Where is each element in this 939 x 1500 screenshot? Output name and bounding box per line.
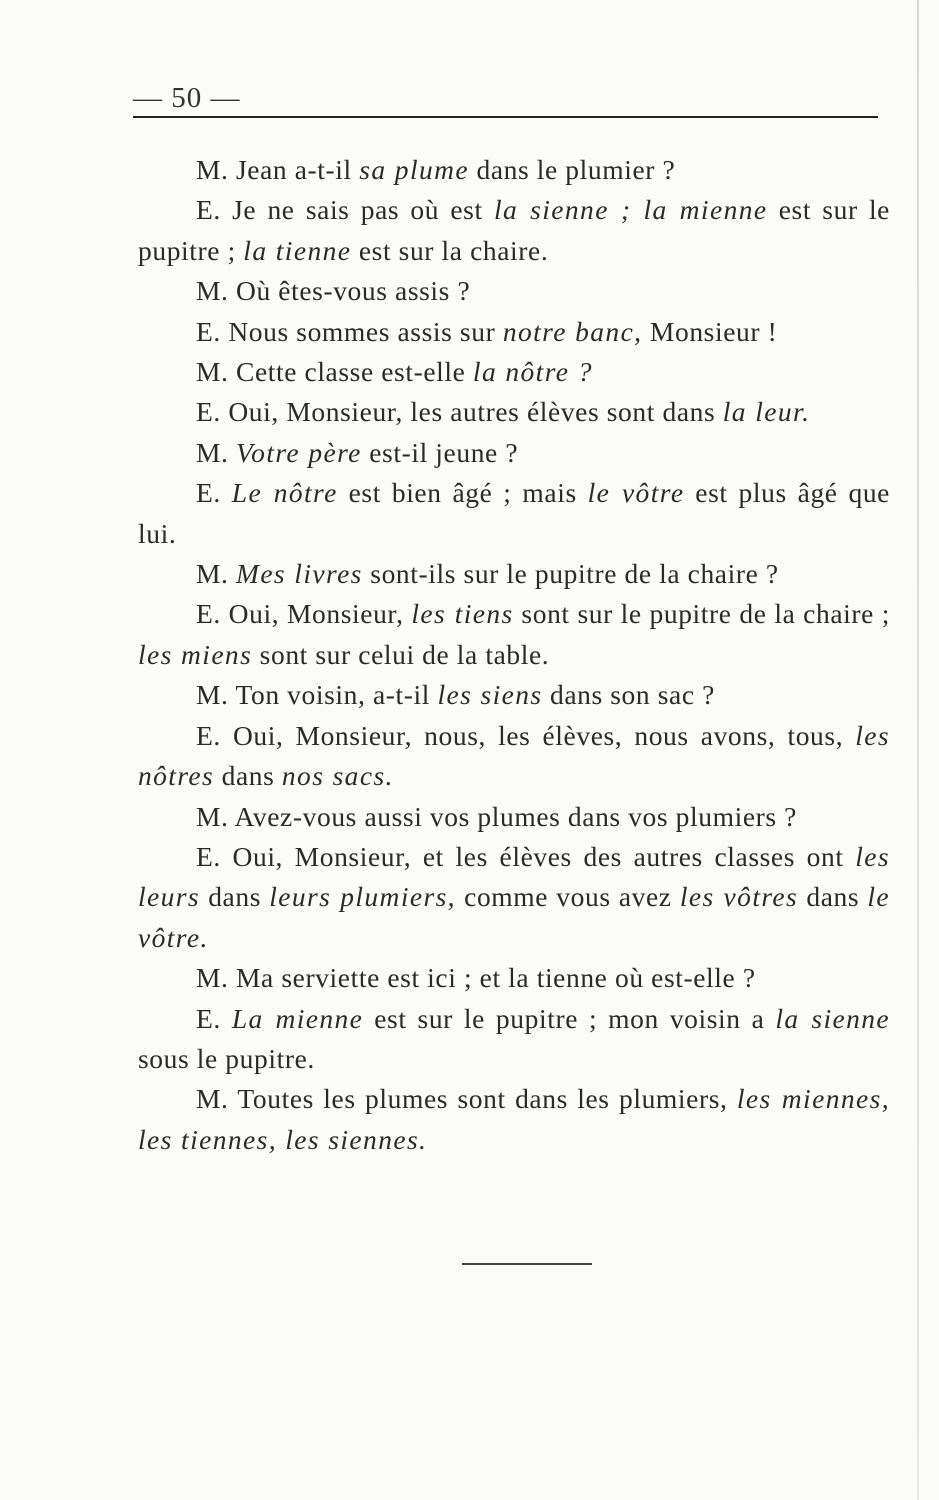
italic-segment: nos sacs. [281, 760, 394, 792]
italic-segment: la sienne [775, 1002, 890, 1034]
italic-segment: les vôtres [679, 881, 799, 913]
italic-segment: la sienne ; la mienne [493, 194, 768, 226]
text-segment: M. Cette classe est-elle [196, 356, 473, 388]
italic-segment: les miens [138, 638, 253, 670]
italic-segment: Mes livres [236, 558, 363, 590]
text-segment: M. Jean a-t-il [196, 154, 360, 185]
text-segment: M. Ton voisin, a-t-il [196, 679, 438, 711]
page-edge-shadow [917, 0, 919, 1500]
text-segment: E. Oui, Monsieur, nous, les élèves, nous avons, tous, [196, 719, 856, 751]
italic-segment: le vôtre [587, 477, 685, 509]
text-segment: M. [196, 436, 237, 468]
text-segment: E. Nous sommes assis sur [196, 315, 503, 347]
text-segment: est bien âgé ; mais [337, 477, 588, 509]
dialogue-paragraph [138, 554, 890, 594]
text-segment: sont sur celui de la table. [252, 638, 550, 670]
end-rule [462, 1263, 592, 1265]
text-segment: dans [798, 881, 868, 913]
italic-segment: sa plume [359, 154, 469, 185]
italic-segment: leurs plumiers, [269, 881, 456, 913]
dialogue-paragraph [138, 312, 890, 352]
page-number: — 50 — [133, 82, 241, 114]
dialogue-paragraph [138, 958, 890, 998]
text-segment: comme vous avez [455, 881, 680, 913]
italic-segment: notre banc, [502, 315, 643, 347]
italic-segment: Votre père [236, 436, 362, 468]
dialogue-paragraph [138, 675, 890, 715]
dialogue-paragraph [138, 837, 890, 958]
dialogue-paragraph [138, 473, 890, 554]
dialogue-paragraph [138, 716, 890, 797]
italic-segment: la leur. [722, 396, 811, 428]
dialogue-paragraph [138, 392, 890, 432]
text-segment: est-il jeune ? [361, 436, 519, 468]
text-segment: E. [196, 1002, 232, 1034]
dialogue-paragraph [138, 1079, 890, 1160]
italic-segment: le vôtre. [138, 881, 891, 953]
italic-segment: la nôtre ? [472, 356, 593, 388]
text-segment: E. Oui, Monsieur, et les élèves des autres classes ont [196, 840, 856, 872]
dialogue-paragraph [138, 271, 890, 311]
italic-segment: Le nôtre [231, 477, 338, 509]
text-segment: Monsieur ! [642, 315, 778, 347]
text-segment: est sur le pupitre ; [138, 194, 890, 266]
text-segment: M. Où êtes-vous assis ? [196, 275, 471, 307]
dialogue-text [138, 150, 890, 1160]
text-segment: E. [196, 477, 232, 509]
text-segment: est plus âgé que lui. [138, 477, 890, 549]
text-segment: M. [196, 558, 237, 590]
italic-segment: les miennes, les tiennes, les siennes. [138, 1083, 890, 1155]
text-segment: dans [200, 881, 270, 913]
text-segment: E. Je ne sais pas où est [196, 194, 494, 226]
text-segment: sont sur le pupitre de la chaire ; [513, 598, 890, 630]
text-segment: dans le plumier ? [469, 154, 676, 185]
italic-segment: la tienne [243, 234, 352, 266]
italic-segment: La mienne [231, 1002, 364, 1034]
dialogue-paragraph [138, 999, 890, 1080]
header-rule [133, 116, 878, 118]
italic-segment: les nôtres [138, 719, 890, 792]
dialogue-paragraph [138, 594, 890, 675]
italic-segment: les leurs [138, 840, 890, 913]
italic-segment: les siens [437, 679, 543, 711]
text-segment: sont-ils sur le pupitre de la chaire ? [362, 558, 779, 590]
dialogue-paragraph [138, 150, 890, 190]
text-segment: E. Oui, Monsieur, les autres élèves sont dans [196, 396, 723, 428]
dialogue-paragraph [138, 190, 890, 271]
text-segment: dans [214, 760, 282, 792]
text-segment: sous le pupitre. [138, 1042, 315, 1074]
text-segment: E. Oui, Monsieur, [196, 598, 412, 630]
text-segment: est sur la chaire. [351, 234, 549, 266]
text-segment: est sur le pupitre ; mon voisin a [363, 1002, 776, 1034]
dialogue-paragraph [138, 797, 890, 837]
text-segment: M. Ma serviette est ici ; et la tienne où est-elle ? [196, 962, 756, 994]
text-segment: M. Toutes les plumes sont dans les plumiers, [196, 1083, 737, 1115]
dialogue-paragraph [138, 433, 890, 473]
dialogue-paragraph [138, 352, 890, 392]
text-segment: dans son sac ? [542, 679, 715, 711]
text-segment: M. Avez-vous aussi vos plumes dans vos plumiers ? [196, 800, 797, 832]
italic-segment: les tiens [411, 598, 514, 630]
page-header [133, 82, 878, 122]
